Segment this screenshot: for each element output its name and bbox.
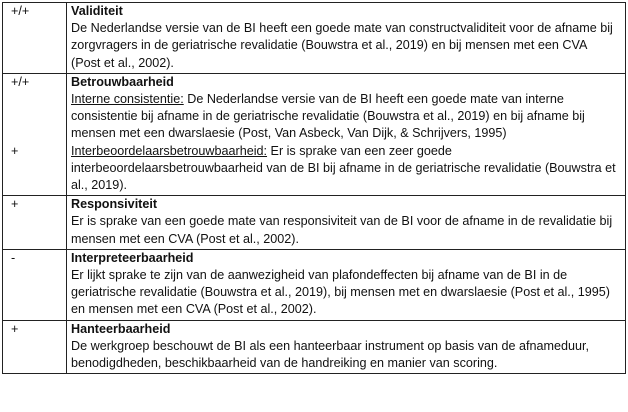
score-spacer xyxy=(11,91,62,108)
paragraph-text: De werkgroep beschouwt de BI als een hanteerbaar instrument op basis van de afnameduur, benodigdheden, beschikbaarheid van de handreiking en manier van scoring. xyxy=(71,338,590,371)
row-paragraph xyxy=(71,267,619,319)
score-value: + xyxy=(11,321,19,336)
table-row-reliability xyxy=(3,73,626,195)
content-cell xyxy=(67,3,626,74)
score-value: + xyxy=(11,143,19,158)
score-spacer xyxy=(11,125,62,142)
score-value: +/+ xyxy=(11,4,30,18)
row-paragraph xyxy=(71,91,619,143)
content-cell xyxy=(67,249,626,320)
paragraph-text: Er is sprake van een zeer goede interbeoordelaarsbetrouwbaarheid van de BI bij afname in de geriatrische revalidatie (Bouwstra et al., 2019). xyxy=(71,143,616,193)
score-cell xyxy=(3,73,67,195)
score-spacer xyxy=(11,108,62,125)
content-cell xyxy=(67,73,626,195)
row-paragraph xyxy=(71,213,619,247)
score-cell xyxy=(3,320,67,374)
row-heading: Validiteit xyxy=(71,4,123,18)
row-heading: Responsiviteit xyxy=(71,197,158,212)
score-cell xyxy=(3,196,67,250)
paragraph-text: De Nederlandse versie van de BI heeft een goede mate van interne consistentie bij afname in de geriatrische revalidatie (Bouwstra et al., 2019) en bij afname bij mensen met een dwarslaesie (Post, Van Asbeck, Van Dijk, & Schrijvers, 1995) xyxy=(71,92,585,141)
paragraph-sub-heading: Interbeoordelaarsbetrouwbaarheid: xyxy=(71,143,268,158)
row-heading: Interpreteerbaarheid xyxy=(71,250,194,265)
measurement-properties-table xyxy=(2,2,626,374)
row-heading: Betrouwbaarheid xyxy=(71,74,174,89)
table-row-responsiveness xyxy=(3,196,626,250)
row-heading: Hanteerbaarheid xyxy=(71,321,171,336)
score-cell xyxy=(3,249,67,320)
paragraph-sub-heading: Interne consistentie: xyxy=(71,92,184,107)
score-value: +/+ xyxy=(11,74,30,89)
row-paragraph xyxy=(71,338,619,372)
paragraph-text: Er lijkt sprake te zijn van de aanwezigheid van plafondeffecten bij afname van de BI in de geriatrische revalidatie (Bouwstra et al., 2019), bij mensen met en dwarslaesie (Post et al., 1995) en mensen met een CVA (Post et al., 2002). xyxy=(71,268,610,317)
row-paragraph xyxy=(71,143,619,195)
table-row-validity xyxy=(3,3,626,74)
content-cell xyxy=(67,320,626,374)
row-paragraph xyxy=(71,20,619,72)
paragraph-text: De Nederlandse versie van de BI heeft een goede mate van constructvaliditeit voor de afname bij zorgvragers in de geriatrische revalidatie (Bouwstra et al., 2019) en bij mensen met een CVA (Post et al., 2002). xyxy=(71,21,613,70)
content-cell xyxy=(67,196,626,250)
paragraph-text: Er is sprake van een goede mate van responsiviteit van de BI voor de afname in de revalidatie bij mensen met een CVA (Post et al., 2002). xyxy=(71,214,613,246)
table-row-interpretability xyxy=(3,249,626,320)
score-value: - xyxy=(11,250,16,265)
table-row-feasibility xyxy=(3,320,626,374)
score-value: + xyxy=(11,197,19,212)
score-cell xyxy=(3,3,67,74)
